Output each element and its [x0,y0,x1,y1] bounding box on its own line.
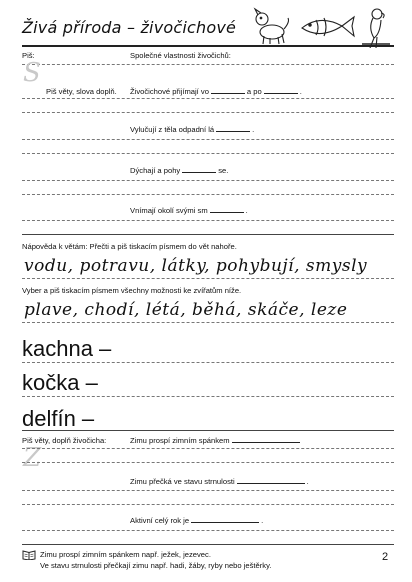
writing-line [22,322,394,323]
write-label: Piš: [22,51,35,60]
writing-line [22,98,394,99]
book-icon [22,549,36,560]
fill-blank[interactable] [232,436,300,443]
sentence-text: se. [218,166,229,175]
section-divider [22,430,394,431]
sentence-text: a po [246,87,262,96]
writing-line [22,153,394,154]
footer-note-line2: Ve stavu strnulosti přečkají zimu např. hadi, žáby, ryby nebo ještěrky. [40,561,272,570]
write-sentences-label: Piš věty, slova doplň. [46,87,117,96]
tracing-letter: Z [23,443,42,473]
sentence-breathing [130,166,228,175]
sentence-hibernation [130,436,302,445]
sentence-text: Živočichové přijímají vo [130,87,209,96]
sentence-waste [130,125,254,134]
page-number: 2 [382,551,389,563]
sentence-text: Dýchají a pohy [130,166,181,175]
animal-label-dolphin: delfín – [22,406,95,431]
hint-label: Nápověda k větám: Přečti a piš tiskacím písmem do vět nahoře. [22,242,237,251]
footer-note-line1: Zimu prospí zimním spánkem např. ježek, jezevec. [40,550,211,559]
sentence-torpor [130,477,309,486]
writing-line [22,139,394,140]
fill-blank[interactable] [210,206,244,213]
sentence-text: Vnímají okolí svými sm [130,206,208,215]
writing-line [22,448,394,449]
write-animal-label: Piš věty, doplň živočicha: [22,436,107,445]
sentence-text: . [245,206,248,215]
writing-line [22,530,394,531]
sentence-text: Aktivní celý rok je [130,516,190,525]
fill-blank[interactable] [191,516,259,523]
writing-line [22,220,394,221]
writing-line [22,278,394,279]
writing-line [22,194,394,195]
instruction-label: Vyber a piš tiskacím písmem všechny možnosti ke zvířatům níže. [22,286,242,295]
animal-illustrations [250,4,400,48]
writing-line [22,180,394,181]
section-divider [22,234,394,235]
sentence-text: Zimu přečká ve stavu strnulosti [130,477,235,486]
fish-icon [302,17,354,36]
common-properties-heading: Společné vlastnosti živočichů: [130,51,231,60]
sentence-text: . [252,125,255,134]
tracing-letter: S [23,58,41,88]
page-title: Živá příroda – živočichové [22,18,237,37]
sentence-text: Vylučují z těla odpadní lá [130,125,215,134]
sentence-active [130,516,263,525]
parrot-icon [362,9,390,48]
fill-blank[interactable] [216,125,250,132]
sentence-text: . [261,516,264,525]
writing-line [22,396,394,397]
sentence-food [130,87,302,96]
fill-blank[interactable] [182,166,216,173]
fill-blank[interactable] [211,87,245,94]
hint-script-words: vodu, potravu, látky, pohybují, smysly [24,256,368,276]
writing-line [22,462,394,463]
writing-line [22,504,394,505]
writing-line [22,490,394,491]
animal-label-cat: kočka – [22,370,98,395]
writing-line [22,362,394,363]
sentence-text: . [306,477,309,486]
animal-label-duck: kachna – [22,336,112,361]
fill-blank[interactable] [237,477,305,484]
section-divider [22,544,394,545]
writing-line [22,64,394,65]
dog-icon [255,9,289,44]
fill-blank[interactable] [264,87,298,94]
writing-line [22,112,394,113]
movement-script-words: plave, chodí, létá, běhá, skáče, leze [24,300,348,320]
sentence-text: Zimu prospí zimním spánkem [130,436,230,445]
sentence-senses [130,206,248,215]
sentence-text: . [299,87,302,96]
